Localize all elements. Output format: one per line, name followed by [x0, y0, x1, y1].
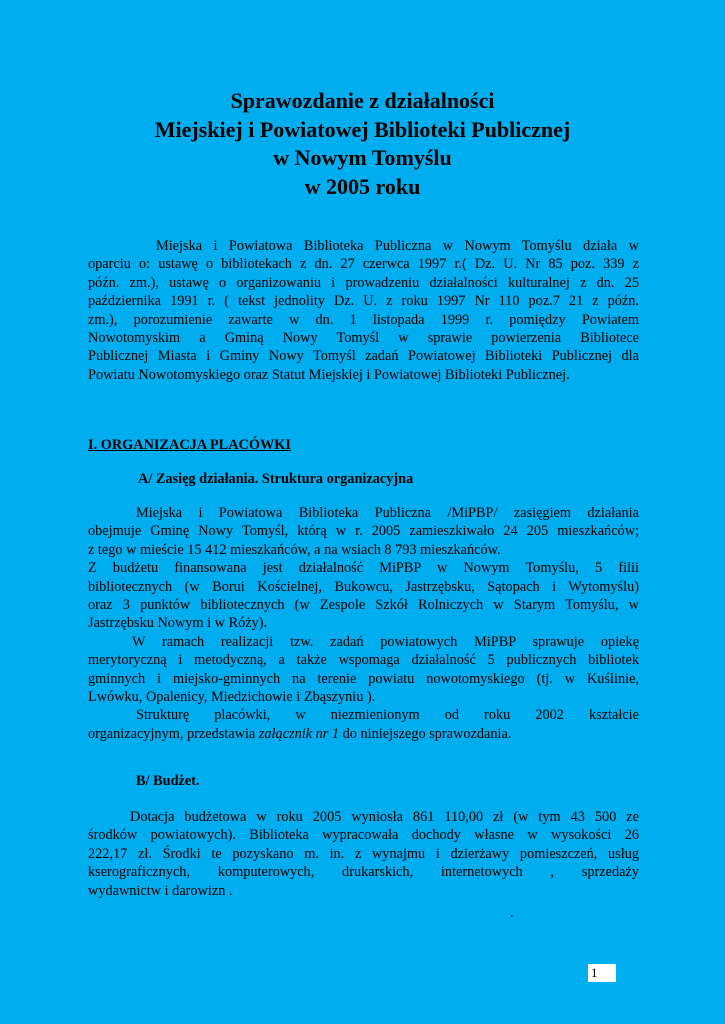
subsection-b-line: środków powiatowych). Biblioteka wypracowała dochody własne w wysokości 26 [88, 827, 639, 844]
intro-line: oparciu o: ustawę o bibliotekach z dn. 27 czerwca 1997 r.( Dz. U. Nr 85 poz. 339 z [88, 256, 639, 273]
intro-line: późn. zm.), ustawę o organizowaniu i prowadzeniu działalności kulturalnej z dn. 25 [88, 274, 639, 291]
attachment-reference: załącznik nr 1 [258, 725, 340, 742]
subsection-b-paragraph [88, 808, 639, 900]
structure-text-end: do niniejszego sprawozdania. [342, 725, 512, 742]
subsection-a-heading: A/ Zasięg działania. Struktura organizacyjna [138, 471, 414, 487]
intro-line: Powiatu Nowotomyskiego oraz Statut Miejskiej i Powiatowej Biblioteki Publicznej. [88, 366, 570, 383]
title-line-1: Sprawozdanie z działalności [230, 88, 495, 113]
subsection-b-line: Dotacja budżetowa w roku 2005 wyniosła 861 110,00 zł (w tym 43 500 ze [130, 809, 639, 825]
subsection-a-line: z tego w mieście 15 412 mieszkańców, a na wsiach 8 793 mieszkańców. [88, 541, 501, 558]
subsection-a-line: Jastrzębsku Nowym i w Róży). [88, 615, 268, 632]
structure-text: organizacyjnym, przedstawia [88, 725, 256, 742]
subsection-b-line: kserograficznych, komputerowych, drukarskich, internetowych , sprzedaży [88, 864, 639, 881]
subsection-a-line: W ramach realizacji tzw. zadań powiatowych MiPBP sprawuje opiekę [132, 633, 639, 650]
subsection-a-line: merytoryczną i metodyczną, a także wspomaga działalność 5 publicznych bibliotek [88, 652, 639, 669]
stray-dot: . [510, 906, 514, 921]
subsection-a-line: gminnych i miejsko-gminnych na terenie powiatu nowotomyskiego (tj. w Kuślinie, [88, 670, 639, 687]
intro-line: Miejska i Powiatowa Biblioteka Publiczna w Nowym Tomyślu działa w [156, 238, 639, 254]
subsection-b-line: wydawnictw i darowizn . [88, 882, 233, 899]
subsection-a-line: obejmuje Gminę Nowy Tomyśl, którą w r. 2005 zamieszkiwało 24 205 mieszkańców; [88, 523, 639, 540]
subsection-b-line: 222,17 zł. Środki te pozyskano m. in. z wynajmu i dzierżawy pomieszczeń, usług [88, 845, 639, 862]
subsection-a-line [88, 725, 639, 743]
intro-line: zm.), porozumienie zawarte w dn. 1 listopada 1999 r. pomiędzy Powiatem [88, 311, 639, 328]
subsection-a-line: Miejska i Powiatowa Biblioteka Publiczna /MiPBP/ zasięgiem działania [136, 505, 639, 521]
intro-line: października 1991 r. ( tekst jednolity Dz. U. z roku 1997 Nr 110 poz.7 21 z późn. [88, 293, 639, 310]
title-line-4: w 2005 roku [304, 173, 421, 199]
subsection-a-line: Z budżetu finansowana jest działalność MiPBP w Nowym Tomyślu, 5 filii [88, 560, 639, 577]
intro-paragraph [88, 237, 639, 384]
document-title [0, 87, 725, 201]
subsection-a-line: Strukturę placówki, w niezmienionym od roku 2002 kształcie [136, 707, 639, 724]
subsection-b-heading: B/ Budżet. [136, 773, 200, 789]
subsection-a-line: bibliotecznych (w Borui Kościelnej, Bukowcu, Jastrzębsku, Sątopach i Wytomyślu) [88, 578, 639, 595]
subsection-a-paragraph [88, 504, 639, 743]
intro-line: Publicznej Miasta i Gminy Nowy Tomyśl zadań Powiatowej Biblioteki Publicznej dla [88, 348, 639, 365]
section-1-heading: I. ORGANIZACJA PLACÓWKI [88, 437, 291, 453]
page-number: 1 [588, 964, 616, 982]
title-line-3: w Nowym Tomyślu [273, 145, 452, 170]
title-line-2: Miejskiej i Powiatowej Biblioteki Publicznej [154, 116, 571, 142]
intro-line: Nowotomyskim a Gminą Nowy Tomyśl w sprawie powierzenia Bibliotece [88, 329, 639, 346]
subsection-a-line: oraz 3 punktów bibliotecznych (w Zespole Szkół Rolniczych w Starym Tomyślu, w [88, 596, 639, 613]
subsection-a-line: Lwówku, Opalenicy, Miedzichowie i Zbąszyniu ). [88, 688, 376, 705]
